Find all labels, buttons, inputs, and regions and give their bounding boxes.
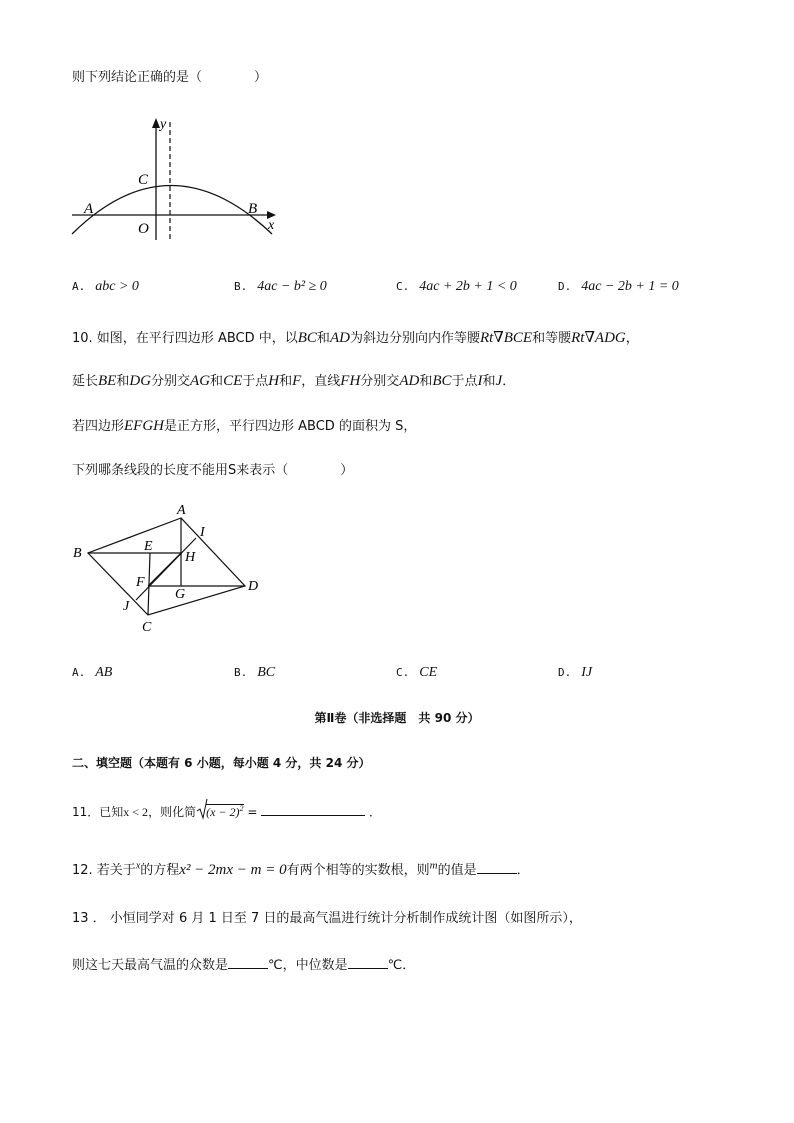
parabola-curve <box>72 186 272 235</box>
label-C: C <box>142 620 152 635</box>
q10-line4: 下列哪条线段的长度不能用S来表示（ ） <box>72 463 354 478</box>
label-O: O <box>138 221 149 237</box>
section2-title: 二、填空题（本题有 6 小题，每小题 4 分，共 24 分） <box>72 756 371 770</box>
label-x: x <box>268 218 275 233</box>
part2-title: 第Ⅱ卷（非选择题 共 90 分） <box>314 711 480 725</box>
q10-parallelogram-figure <box>68 500 278 640</box>
q13-mode-blank[interactable] <box>228 956 268 969</box>
parallelogram-abcd <box>88 518 245 615</box>
label-y: y <box>160 117 167 132</box>
label-A: A <box>84 201 94 217</box>
q10-option-b[interactable]: B. BC <box>234 665 276 680</box>
q9-parabola-graph <box>68 112 288 252</box>
label-B: B <box>73 546 82 561</box>
q10-option-d[interactable]: D. IJ <box>558 665 593 680</box>
q13-line1: 13 ． 小恒同学对 6 月 1 日至 7 日的最高气温进行统计分析制作成统计图（如图所示）， <box>72 911 582 926</box>
segment-h-c <box>148 553 181 586</box>
sqrt-expression: $(x - 2)^2$ <box>196 804 243 820</box>
label-A: A <box>177 503 186 518</box>
y-axis-arrow <box>152 118 160 128</box>
q10-line3: 若四边形EFGH是正方形，平行四边形 ABCD 的面积为 S， <box>72 418 417 434</box>
q10-option-a[interactable]: A. AB <box>72 665 113 680</box>
q13-line2: 则这七天最高气温的众数是 ℃，中位数是 ℃． <box>72 958 416 973</box>
q9-stem: 则下列结论正确的是（ ） <box>72 70 268 85</box>
label-I: I <box>200 525 205 540</box>
q12-answer-blank[interactable] <box>477 861 517 874</box>
q9-option-b[interactable]: B. 4ac − b² ≥ 0 <box>234 279 327 294</box>
q9-option-d[interactable]: D. 4ac − 2b + 1 = 0 <box>558 279 679 294</box>
label-B: B <box>248 201 258 217</box>
q9-option-c[interactable]: C. 4ac + 2b + 1 < 0 <box>396 279 517 294</box>
label-E: E <box>144 539 153 554</box>
label-F: F <box>136 575 145 590</box>
q10-line2: 延长BE和DG分别交AG和CE于点H和F，直线FH分别交AD和BC于点I和J． <box>72 373 516 389</box>
q9-option-a[interactable]: A. abc > 0 <box>72 279 139 294</box>
q10-option-c[interactable]: C. CE <box>396 665 438 680</box>
sqrt-sign-icon <box>196 798 208 820</box>
label-J: J <box>123 599 130 614</box>
q13-median-blank[interactable] <box>348 956 388 969</box>
label-G: G <box>175 587 186 602</box>
label-H: H <box>185 550 196 565</box>
q10-line1: 10. 如图，在平行四边形 ABCD 中，以BC和AD为斜边分别向内作等腰Rt∇BCE和等腰Rt∇ADG， <box>72 330 639 346</box>
q11-answer-blank[interactable] <box>261 803 365 816</box>
q11-line: 11．已知x < 2，则化简 $(x - 2)^2$ = ． <box>72 803 381 820</box>
label-C: C <box>138 172 149 188</box>
label-D: D <box>248 579 259 594</box>
q12-line: 12. 若关于$^x$的方程x² − 2mx − m = 0有两个相等的实数根，则$^m$的值是 ． <box>72 859 530 878</box>
